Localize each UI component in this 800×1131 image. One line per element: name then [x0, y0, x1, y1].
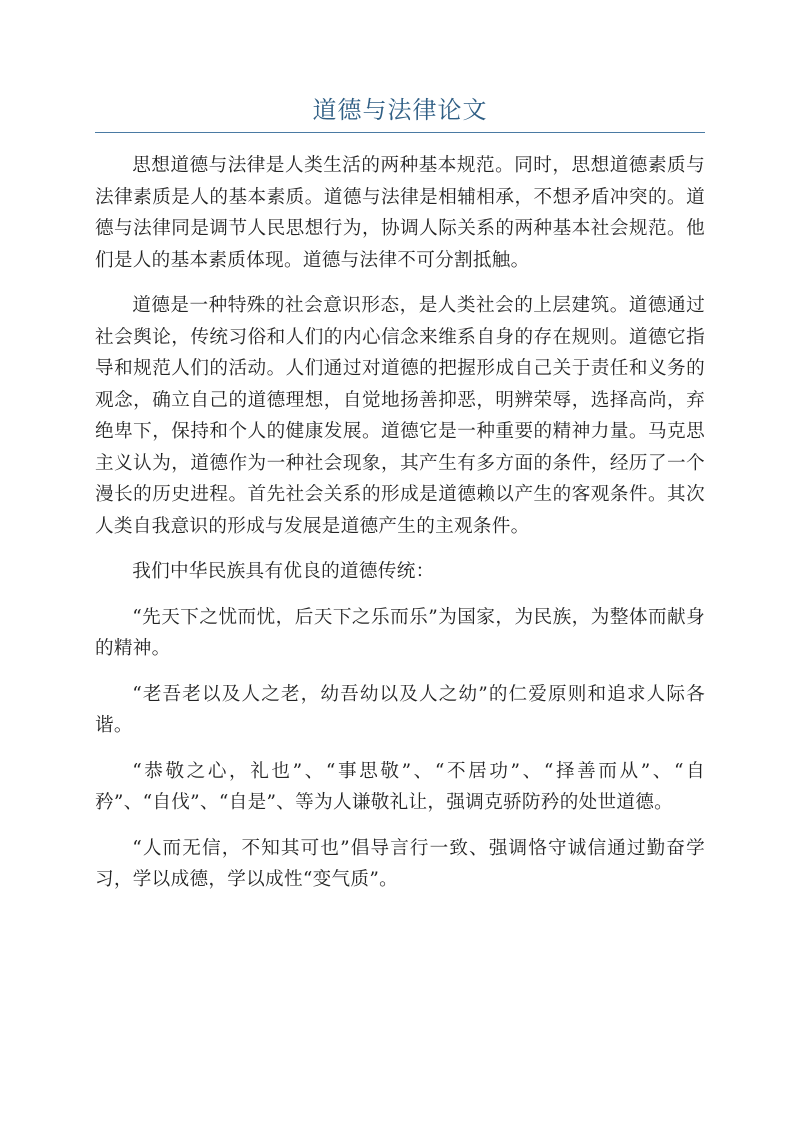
paragraph-5: “老吾老以及人之老，幼吾幼以及人之幼”的仁爱原则和追求人际各谐。: [95, 683, 705, 736]
paragraph-6: “恭敬之心，礼也”、“事思敬”、“不居功”、“择善而从”、“自矜”、“自伐”、“自是”、等为人谦敬礼让，强调克骄防矜的处世道德。: [95, 760, 705, 813]
title-underline: [95, 132, 705, 133]
paragraph-3: 我们中华民族具有优良的道德传统：: [132, 561, 435, 582]
paragraph-2: 道德是一种特殊的社会意识形态，是人类社会的上层建筑。道德通过社会舆论，传统习俗和人们的内心信念来维系自身的存在规则。道德它指导和规范人们的活动。人们通过对道德的把握形成自己关于责任和义务的观念，确立自己的道德理想，自觉地扬善抑恶，明辨荣辱，选择高尚，弃绝卑下，保持和个人的健康发展。道德它是一种重要的精神力量。马克思主义认为，道德作为一种社会现象，其产生有多方面的条件，经历了一个漫长的历史进程。首先社会关系的形成是道德赖以产生的客观条件。其次人类自我意识的形成与发展是道德产生的主观条件。: [95, 295, 705, 537]
document-body: [95, 150, 705, 910]
document-title: 道德与法律论文: [312, 96, 488, 124]
paragraph-7: “人而无信，不知其可也”倡导言行一致、强调恪守诚信通过勤奋学习，学以成德，学以成性“变气质”。: [95, 837, 705, 890]
paragraph-4: “先天下之忧而忧，后天下之乐而乐”为国家，为民族，为整体而献身的精神。: [95, 606, 705, 659]
paragraph-1: 思想道德与法律是人类生活的两种基本规范。同时，思想道德素质与法律素质是人的基本素质。道德与法律是相辅相承，不想矛盾冲突的。道德与法律同是调节人民思想行为，协调人际关系的两种基本社会规范。他们是人的基本素质体现。道德与法律不可分割抵触。: [95, 155, 705, 271]
